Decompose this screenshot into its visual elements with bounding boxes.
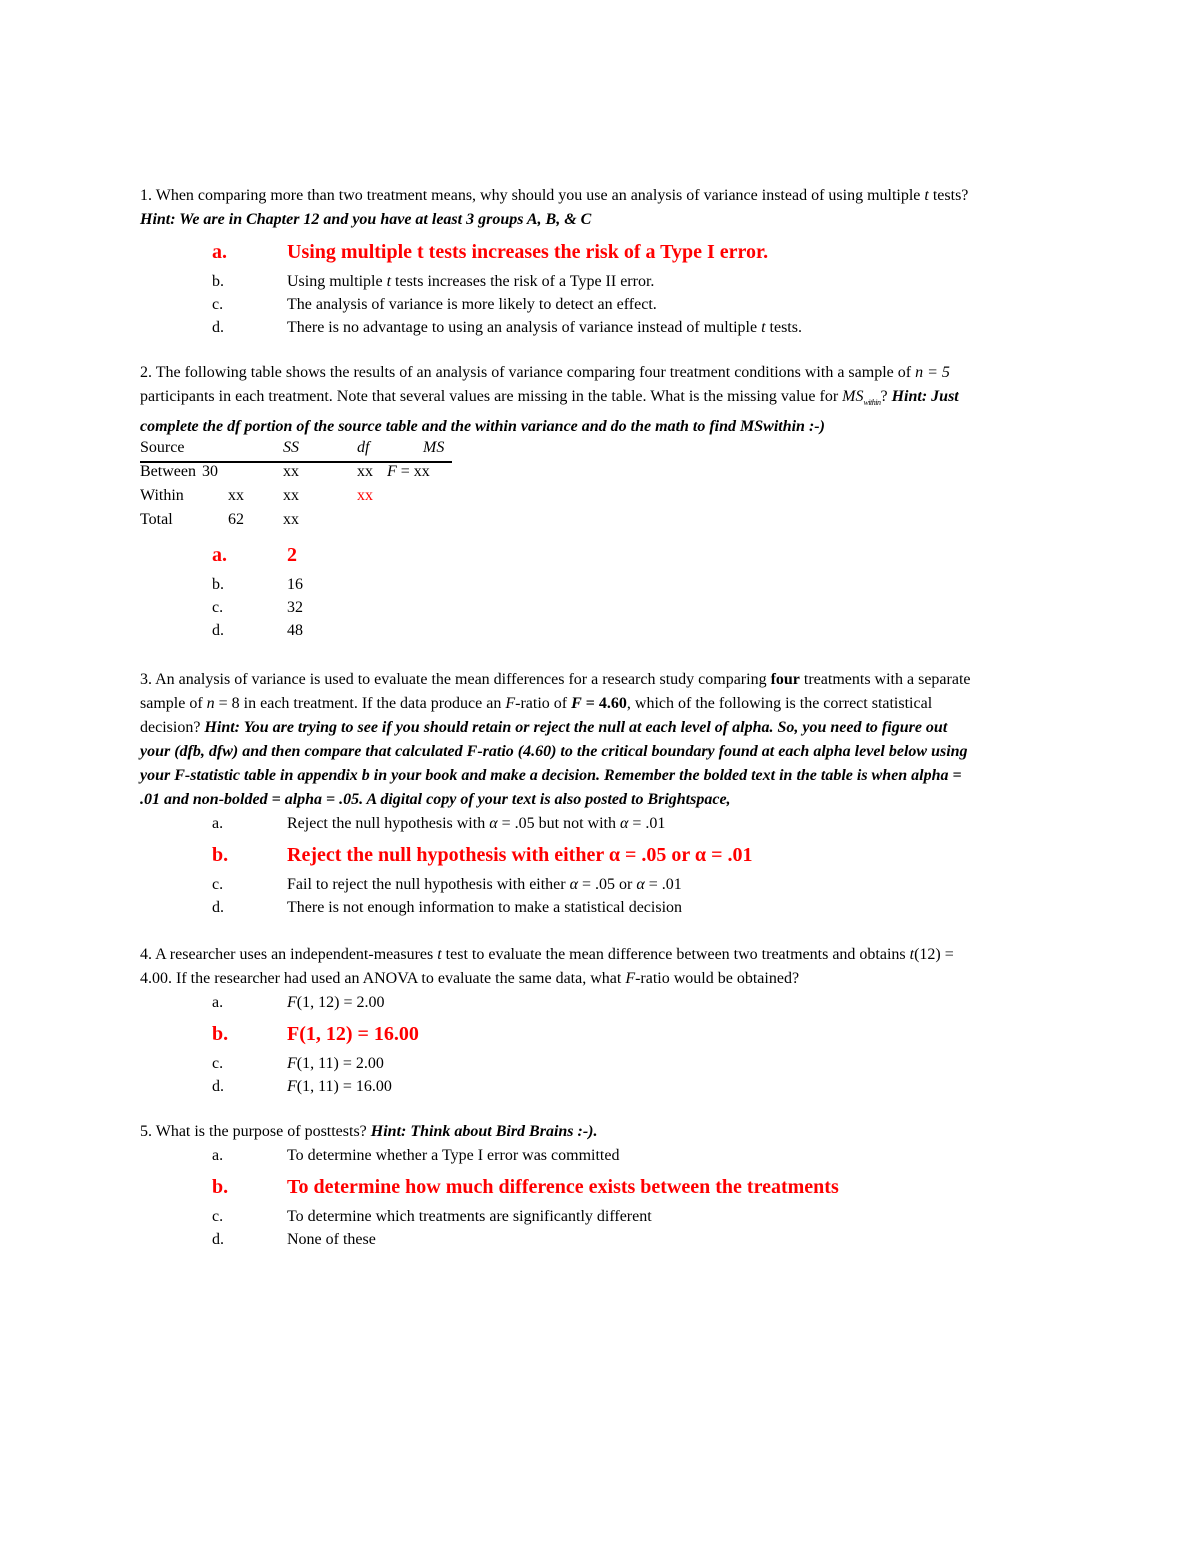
option-text: None of these bbox=[287, 1231, 376, 1248]
question-3-hint-line-2: your (dfb, dfw) and then compare that calculated F-ratio (4.60) to the critical boundary found at each alpha level below using bbox=[140, 743, 968, 760]
option-letter: d. bbox=[212, 622, 224, 639]
option-letter: c. bbox=[212, 296, 224, 313]
question-1-option-a-answer bbox=[140, 238, 1200, 266]
option-text: F(1, 12) = 2.00 bbox=[287, 994, 385, 1011]
anova-row-total bbox=[140, 511, 1200, 535]
option-letter: b. bbox=[212, 844, 229, 866]
question-4-option-d bbox=[140, 1075, 1200, 1098]
question-2 bbox=[140, 361, 1200, 642]
question-3-hint-line-4: .01 and non-bolded = alpha = .05. A digital copy of your text is also posted to Brightspace, bbox=[140, 791, 731, 808]
question-5-option-b-answer bbox=[140, 1173, 1200, 1201]
question-2-text-line-2: participants in each treatment. Note that several values are missing in the table. What is the missing value for $MS_{within}$? Hint: Just bbox=[140, 388, 959, 407]
cell-source: Total bbox=[140, 511, 173, 528]
question-3-option-a bbox=[140, 812, 1200, 835]
question-4-text-line-1: 4. A researcher uses an independent-measures t test to evaluate the mean difference between two treatments and obtains t(12) = bbox=[140, 946, 954, 963]
f-label: F bbox=[387, 463, 397, 480]
option-text: The analysis of variance is more likely to detect an effect. bbox=[287, 296, 657, 313]
question-4 bbox=[140, 943, 1200, 1098]
option-text: Fail to reject the null hypothesis with either α = .05 or α = .01 bbox=[287, 876, 682, 893]
option-text: Using multiple t tests increases the risk of a Type I error. bbox=[287, 241, 769, 263]
anova-table-header-row bbox=[140, 439, 452, 463]
question-5-option-a bbox=[140, 1144, 1200, 1167]
option-letter: c. bbox=[212, 876, 224, 893]
option-letter: b. bbox=[212, 273, 224, 290]
option-text: Reject the null hypothesis with either α = .05 or α = .01 bbox=[287, 844, 753, 866]
option-text: 2 bbox=[287, 544, 297, 566]
question-1-text: 1. When comparing more than two treatment means, why should you use an analysis of variance instead of using multiple t tests? bbox=[140, 187, 969, 204]
cell-f-ratio bbox=[387, 463, 430, 481]
option-letter: a. bbox=[212, 1147, 224, 1164]
anova-row-between bbox=[140, 463, 1200, 487]
question-3 bbox=[140, 668, 1200, 919]
option-letter: a. bbox=[212, 241, 227, 263]
option-text: There is not enough information to make a statistical decision bbox=[287, 899, 683, 916]
question-4-option-b-answer bbox=[140, 1020, 1200, 1048]
question-4-text-line-2: 4.00. If the researcher had used an ANOVA to evaluate the same data, what F-ratio would be obtained? bbox=[140, 970, 800, 987]
option-text: F(1, 12) = 16.00 bbox=[287, 1023, 419, 1045]
cell-df-missing-highlight: xx bbox=[357, 487, 373, 504]
question-1-option-b bbox=[140, 270, 1200, 293]
option-letter: b. bbox=[212, 1176, 229, 1198]
question-3-hint-line-3: your F-statistic table in appendix b in your book and make a decision. Remember the bolded text in the table is when alpha = bbox=[140, 767, 962, 784]
option-letter: a. bbox=[212, 815, 224, 832]
question-3-option-d bbox=[140, 896, 1200, 919]
anova-source-table bbox=[140, 439, 1200, 535]
question-2-option-b bbox=[140, 573, 1200, 596]
option-text: 16 bbox=[287, 576, 303, 593]
question-1-hint: Hint: We are in Chapter 12 and you have at least 3 groups A, B, & C bbox=[140, 211, 592, 228]
question-3-hint-line-1: decision? Hint: You are trying to see if you should retain or reject the null at each level of alpha. So, you need to figure out bbox=[140, 719, 948, 736]
cell-source: Between bbox=[140, 463, 196, 480]
cell-ss: xx bbox=[283, 463, 299, 480]
question-4-option-c bbox=[140, 1052, 1200, 1075]
f-value: = xx bbox=[396, 463, 430, 480]
header-df: df bbox=[357, 439, 370, 456]
option-text: There is no advantage to using an analysis of variance instead of multiple t tests. bbox=[287, 319, 802, 336]
cell-source: Within bbox=[140, 487, 184, 504]
option-text: To determine which treatments are significantly different bbox=[287, 1208, 652, 1225]
option-letter: b. bbox=[212, 576, 224, 593]
option-letter: d. bbox=[212, 1078, 224, 1095]
header-ss: SS bbox=[283, 439, 299, 456]
question-5-option-d bbox=[140, 1228, 1200, 1251]
option-text: 32 bbox=[287, 599, 303, 616]
option-text: To determine how much difference exists between the treatments bbox=[287, 1176, 839, 1198]
option-text: To determine whether a Type I error was committed bbox=[287, 1147, 620, 1164]
question-3-text-line-1: 3. An analysis of variance is used to evaluate the mean differences for a research study comparing four treatments with a separate bbox=[140, 671, 971, 688]
question-2-option-a-answer bbox=[140, 541, 1200, 569]
option-letter: c. bbox=[212, 1055, 224, 1072]
header-ms: MS bbox=[423, 439, 445, 456]
question-1 bbox=[140, 184, 1200, 339]
option-letter: d. bbox=[212, 1231, 224, 1248]
anova-row-within bbox=[140, 487, 1200, 511]
cell-ss: xx bbox=[283, 511, 299, 528]
question-5-option-c bbox=[140, 1205, 1200, 1228]
question-2-text-line-1: 2. The following table shows the results of an analysis of variance comparing four treatment conditions with a sample of n = 5 bbox=[140, 364, 950, 381]
option-text: F(1, 11) = 16.00 bbox=[287, 1078, 392, 1095]
option-text: F(1, 11) = 2.00 bbox=[287, 1055, 384, 1072]
question-1-option-d bbox=[140, 316, 1200, 339]
cell-df: xx bbox=[357, 463, 373, 480]
option-letter: d. bbox=[212, 319, 224, 336]
option-letter: a. bbox=[212, 994, 224, 1011]
option-letter: c. bbox=[212, 599, 224, 616]
cell-ss: xx bbox=[283, 487, 299, 504]
option-text: 48 bbox=[287, 622, 303, 639]
header-source: Source bbox=[140, 439, 185, 456]
option-letter: b. bbox=[212, 1023, 229, 1045]
question-2-option-c bbox=[140, 596, 1200, 619]
question-4-option-a bbox=[140, 991, 1200, 1014]
question-2-hint: complete the df portion of the source table and the within variance and do the math to find MSwithin :-) bbox=[140, 418, 825, 435]
question-3-text-line-2: sample of n = 8 in each treatment. If the data produce an F-ratio of F = 4.60, which of the following is the correct statistical bbox=[140, 695, 933, 712]
question-5 bbox=[140, 1120, 1200, 1251]
option-text: Reject the null hypothesis with α = .05 but not with α = .01 bbox=[287, 815, 666, 832]
question-3-option-c bbox=[140, 873, 1200, 896]
question-1-option-c bbox=[140, 293, 1200, 316]
option-letter: a. bbox=[212, 544, 227, 566]
cell-value: xx bbox=[228, 487, 244, 504]
option-letter: c. bbox=[212, 1208, 224, 1225]
question-5-text: 5. What is the purpose of posttests? Hint: Think about Bird Brains :-). bbox=[140, 1123, 598, 1140]
question-3-option-b-answer bbox=[140, 841, 1200, 869]
cell-value: 30 bbox=[202, 463, 218, 480]
cell-value: 62 bbox=[228, 511, 244, 528]
option-text: Using multiple t tests increases the risk of a Type II error. bbox=[287, 273, 655, 290]
question-2-option-d bbox=[140, 619, 1200, 642]
option-letter: d. bbox=[212, 899, 224, 916]
